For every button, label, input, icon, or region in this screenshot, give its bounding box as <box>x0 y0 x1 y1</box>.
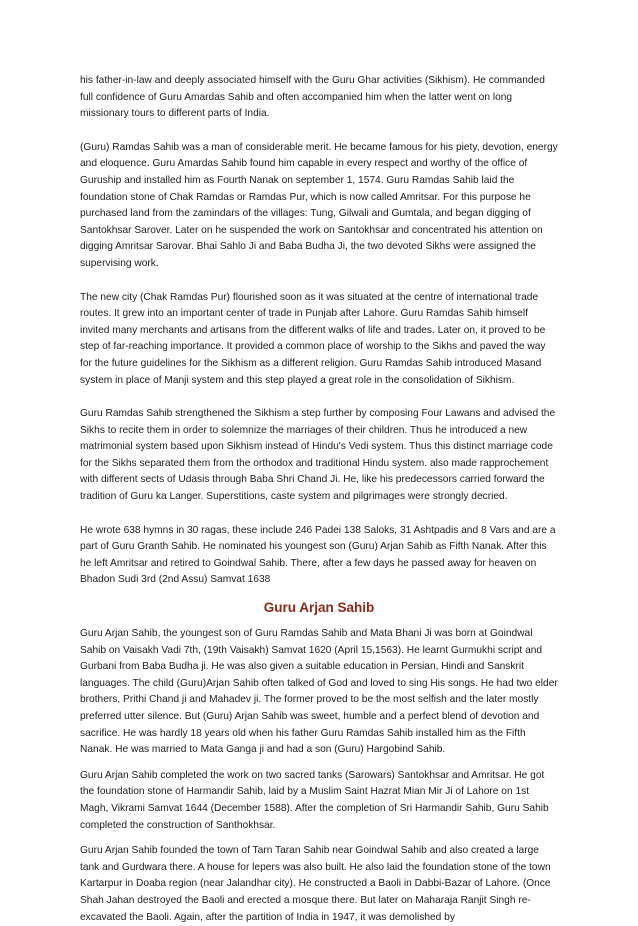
paragraph-sacred-tanks: Guru Arjan Sahib completed the work on two sacred tanks (Sarowars) Santokhsar and Amritsar. He got the foundation stone of Harmandir Sahib, laid by a Muslim Saint Hazrat Mian Mir Ji of Lahore on 1st Magh, Vikrami Samvat 1644 (December 1588). After the completion of Sri Harmandir Sahib, Guru Sahib completed the construction of Santhokhsar. <box>80 769 549 831</box>
paragraph-new-city: The new city (Chak Ramdas Pur) flourished soon as it was situated at the centre of international trade routes. It grew into an important center of trade in Punjab after Lahore. Guru Ramdas Sahib himself invited many merchants and artisans from the different walks of life and trades. Later on, it proved to be step of far-reaching importance. It provided a common place of worship to the Sikhs and paved the way for the future guidelines for the Sikhism as a different religion. Guru Ramdas Sahib introduced Masand system in place of Manji system and this step played a great role in the consolidation of Sikhism. <box>80 291 546 386</box>
paragraph-ramdas-merit: (Guru) Ramdas Sahib was a man of considerable merit. He became famous for his piety, devotion, energy and eloquence. Guru Amardas Sahib found him capable in every respect and worthy of the office of Guruship and installed him as Fourth Nanak on september 1, 1574. Guru Ramdas Sahib laid the foundation stone of Chak Ramdas or Ramdas Pur, which is now called Amritsar. For this purpose he purchased land from the zamindars of the villages: Tung, Gilwali and Gumtala, and began digging of Santokhsar Sarover. Later on he suspended the work on Santokhsar and concentrated his attention on digging Amritsar Sarovar. Bhai Sahlo Ji and Baba Budha Ji, the two devoted Sikhs were assigned the supervising work. <box>80 141 558 269</box>
paragraph-arjan-birth: Guru Arjan Sahib, the youngest son of Guru Ramdas Sahib and Mata Bhani Ji was born at Goindwal Sahib on Vaisakh Vadi 7th, (19th Vaisakh) Samvat 1620 (April 15,1563). He learnt Gurmukhi script and Gurbani from Baba Budha ji. He was also given a suitable education in Persian, Hindi and Sanskrit languages. The child (Guru)Arjan Sahib often talked of God and loved to sing His songs. He had two elder brothers, Prithi Chand ji and Mahadev ji. The former proved to be the most selfish and the later mostly preferred utter silence. But (Guru) Arjan Sahib was sweet, humble and a perfect blend of devotion and sacrifice. He was hardly 18 years old when his father Guru Ramdas Sahib installed him as the Fifth Nanak. He was married to Mata Ganga ji and had a son (Guru) Hargobind Sahib. <box>80 628 558 756</box>
paragraph-ramdas-intro: his father-in-law and deeply associated himself with the Guru Ghar activities (Sikhism). He commanded full confidence of Guru Amardas Sahib and often accompanied him when the latter went on long missionary tours to different parts of India. <box>80 75 545 120</box>
paragraph-lawans: Guru Ramdas Sahib strengthened the Sikhism a step further by composing Four Lawans and advised the Sikhs to recite them in order to solemnize the marriages of their children. Thus he introduced a new matrimonial system based upon Sikhism instead of Hindu's Vedi system. Thus this distinct marriage code for the Sikhs separated them from the orthodox and traditional Hindu system. also made rapprochement with different sects of Udasis through Baba Shri Chand Ji. He, like his predecessors carried forward the tradition of Guru ka Langer. Superstitions, caste system and pilgrimages were strongly decried. <box>80 408 556 503</box>
paragraph-hymns: He wrote 638 hymns in 30 ragas, these include 246 Padei 138 Saloks, 31 Ashtpadis and 8 Vars and are a part of Guru Granth Sahib. He nominated his youngest son (Guru) Arjan Sahib as Fifth Nanak. After this he left Amritsar and retired to Goindwal Sahib. There, after a few days he passed away for heaven on Bhadon Sudi 3rd (2nd Assu) Samvat 1638 <box>80 524 556 586</box>
section-heading: Guru Arjan Sahib <box>263 600 375 616</box>
paragraph-tarn-taran: Guru Arjan Sahib founded the town of Tarn Taran Sahib near Goindwal Sahib and also created a large tank and Gurdwara there. A house for lepers was also built. He also laid the foundation stone of the town Kartarpur in Doaba region (near Jalandhar city). He constructed a Baoli in Dabbi-Bazar of Lahore. (Once Shah Jahan destroyed the Baoli and erected a mosque there. But later on Maharaja Ranjit Singh re-excavated the Baoli. Again, after the partition of India in 1947, it was demolished by <box>80 845 551 923</box>
document-page <box>80 73 558 926</box>
